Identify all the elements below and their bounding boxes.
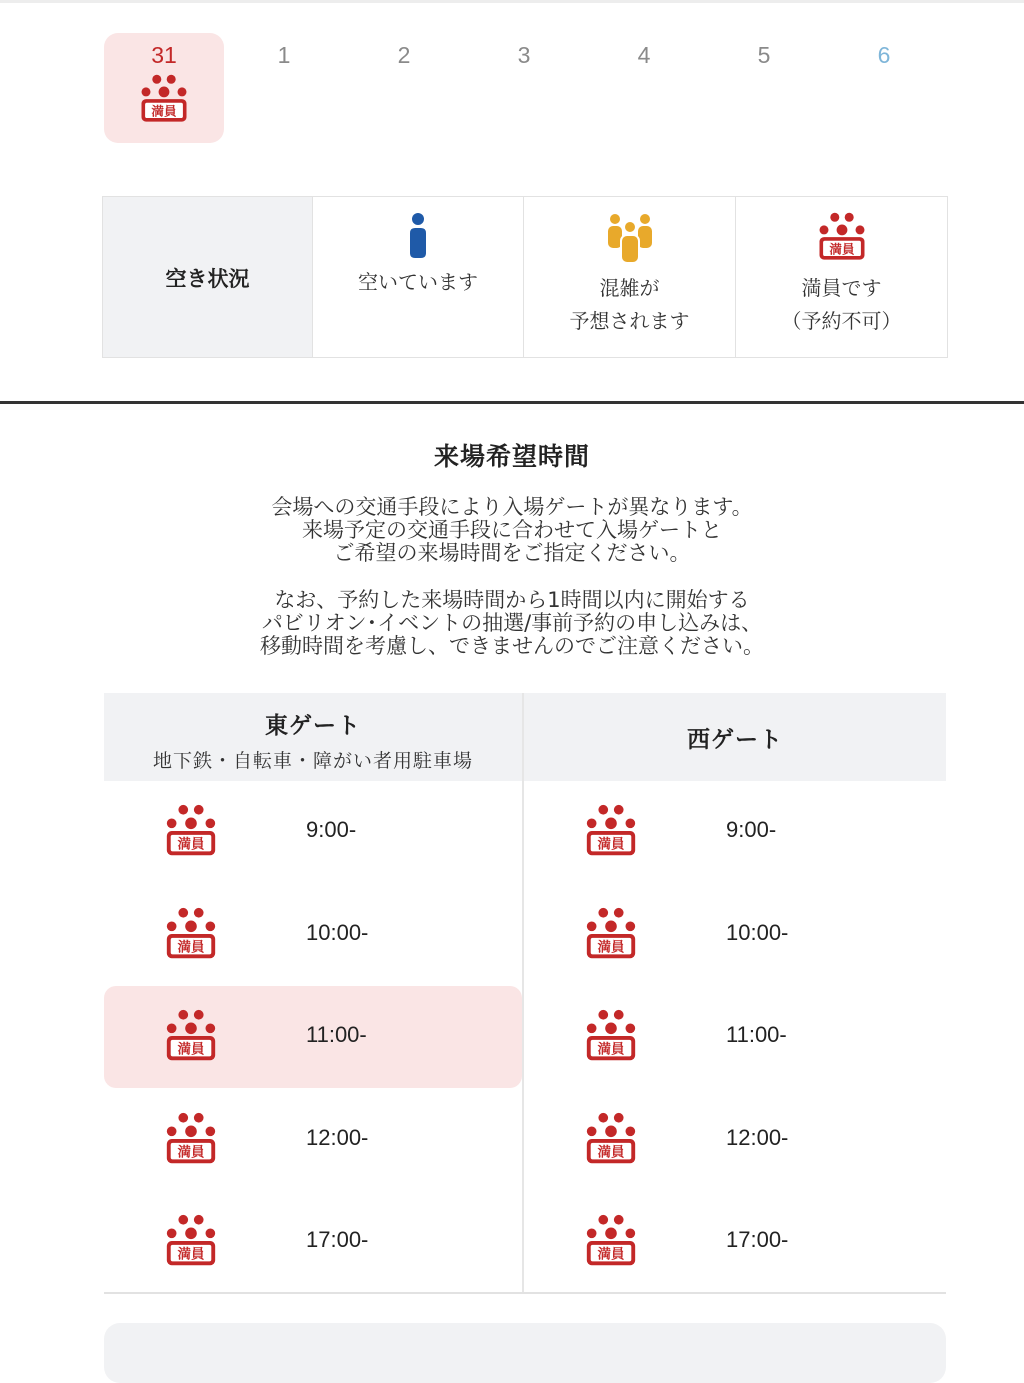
notice-line: 移動時間を考慮し、できませんのでご注意ください。: [260, 634, 764, 658]
slot-time: 11:00-: [306, 1022, 367, 1047]
east-time-slot[interactable]: [104, 1089, 522, 1191]
west-time-slot[interactable]: [524, 1089, 942, 1191]
legend-header-label: 空き状況: [165, 267, 250, 291]
calendar-day-4[interactable]: [584, 33, 704, 143]
full-icon-text: 満員: [151, 103, 177, 119]
description-line: ご希望の来場時間をご指定ください。: [333, 541, 691, 565]
availability-legend: [102, 196, 948, 358]
east-gate-header: [104, 693, 522, 781]
east-time-slot[interactable]: [104, 1191, 522, 1293]
full-capacity-icon: [582, 1109, 640, 1171]
slot-time: 11:00-: [726, 1022, 787, 1047]
slot-time: 10:00-: [306, 919, 369, 945]
full-icon-text: 満員: [177, 1143, 205, 1160]
legend-available: [313, 197, 524, 357]
calendar-day-31[interactable]: [104, 33, 224, 143]
legend-available-label: 空いています: [358, 270, 478, 294]
section-divider: [0, 401, 1024, 404]
calendar-day-2[interactable]: [344, 33, 464, 143]
full-capacity-icon: [137, 73, 191, 127]
calendar-day-6[interactable]: [824, 33, 944, 143]
day-number: 4: [637, 42, 651, 68]
legend-full-line2: （予約不可）: [781, 309, 902, 333]
full-capacity-icon: [162, 1109, 220, 1171]
slot-time: 17:00-: [726, 1227, 789, 1252]
full-icon-text: 満員: [177, 1246, 205, 1263]
full-capacity-icon: [815, 211, 869, 265]
legend-full: [736, 197, 947, 357]
west-time-slot[interactable]: [524, 884, 942, 986]
full-capacity-icon: [582, 801, 640, 863]
single-person-icon: [407, 213, 429, 259]
crowded-people-icon: [605, 213, 655, 265]
full-capacity-icon: [162, 801, 220, 863]
top-border: [0, 0, 1024, 3]
slot-time: 12:00-: [726, 1124, 789, 1150]
full-capacity-icon: [162, 1211, 220, 1273]
west-gate-header: [524, 693, 946, 781]
legend-crowded-line1: 混雑が: [599, 276, 660, 300]
west-time-slot[interactable]: [524, 781, 942, 883]
west-time-slot[interactable]: [524, 1191, 942, 1293]
description-line: 来場予定の交通手段に合わせて入場ゲートと: [302, 518, 722, 542]
legend-crowded-line2: 予想されます: [569, 309, 690, 333]
notice-line: パビリオン･イベントの抽選/事前予約の申し込みは、: [261, 611, 763, 635]
day-number: 3: [517, 42, 531, 68]
calendar-day-3[interactable]: [464, 33, 584, 143]
slot-time: 12:00-: [306, 1124, 369, 1150]
west-time-slot[interactable]: [524, 986, 942, 1088]
full-icon-text: 満員: [177, 836, 205, 853]
full-icon-text: 満員: [597, 836, 625, 853]
day-number: 5: [757, 42, 771, 68]
slot-time: 10:00-: [726, 919, 789, 945]
full-icon-text: 満員: [597, 1246, 625, 1263]
full-capacity-icon: [582, 904, 640, 966]
full-capacity-icon: [162, 904, 220, 966]
full-capacity-icon: [582, 1211, 640, 1273]
calendar-day-5[interactable]: [704, 33, 824, 143]
next-section-card: [104, 1323, 946, 1383]
notice-line: なお、予約した来場時間から1時間以内に開始する: [274, 588, 750, 612]
day-number: 31: [151, 42, 177, 68]
day-number: 2: [397, 42, 411, 68]
slot-time: 17:00-: [306, 1227, 369, 1252]
full-icon-text: 満員: [597, 1041, 625, 1058]
page-title: 来場希望時間: [433, 442, 590, 471]
day-number: 6: [877, 42, 891, 68]
east-time-slot[interactable]: [104, 781, 522, 883]
calendar-day-1[interactable]: [224, 33, 344, 143]
east-gate-name: 東ゲート: [265, 713, 361, 739]
full-icon-text: 満員: [597, 938, 625, 955]
east-time-slot[interactable]: [104, 884, 522, 986]
full-icon-text: 満員: [828, 241, 855, 257]
description-line: 会場への交通手段により入場ゲートが異なります。: [271, 495, 753, 519]
full-icon-text: 満員: [177, 1041, 205, 1058]
legend-crowded: [524, 197, 736, 357]
full-capacity-icon: [582, 1006, 640, 1068]
legend-header: [103, 197, 313, 357]
table-bottom-border: [104, 1292, 946, 1294]
full-icon-text: 満員: [597, 1143, 625, 1160]
full-icon-text: 満員: [177, 938, 205, 955]
legend-full-line1: 満員です: [801, 276, 882, 300]
east-time-slot[interactable]: [104, 986, 522, 1088]
slot-time: 9:00-: [306, 817, 357, 842]
slot-time: 9:00-: [726, 817, 777, 842]
full-capacity-icon: [162, 1006, 220, 1068]
west-gate-name: 西ゲート: [687, 727, 783, 753]
time-slot-table: [104, 693, 946, 1295]
day-number: 1: [277, 42, 291, 68]
east-gate-subtitle: 地下鉄・自転車・障がい者用駐車場: [152, 750, 473, 772]
